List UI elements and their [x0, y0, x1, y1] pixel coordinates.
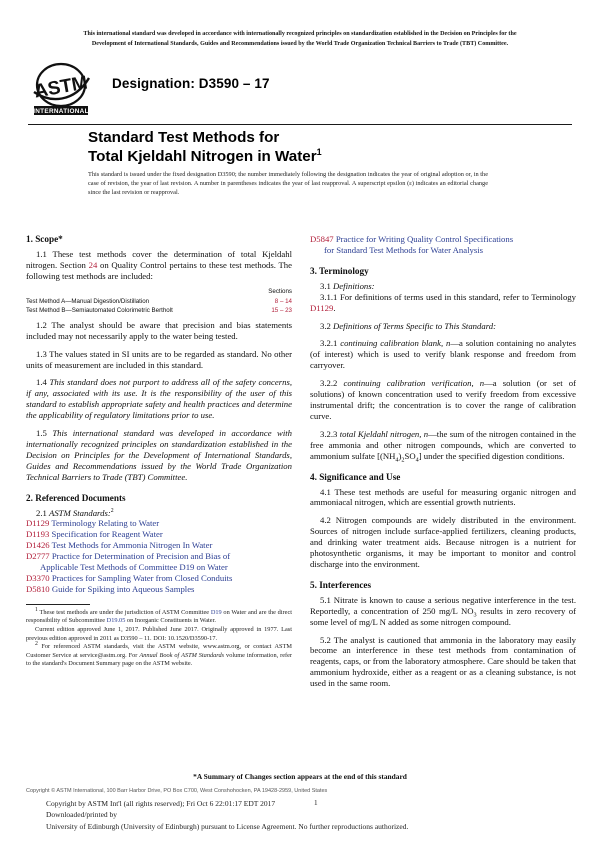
para-3-2-1-text: —a solution containing no analytes (of interest) which is used to verify blank response and freedom from carryover.	[310, 338, 577, 371]
para-1-1-text-b: on Quality Control pertains to these test methods. The following test methods are included:	[26, 259, 292, 281]
reference-title[interactable]: Test Methods for Ammonia Nitrogen In Water	[49, 540, 213, 551]
reference-title[interactable]: Practices for Sampling Water from Closed Conduits	[49, 573, 233, 583]
para-3-2-3-text-a: —the sum of the nitrogen contained in the free ammonia and other nitrogen compounds, which are converted to ammonium sulfate [(NH	[310, 428, 577, 461]
reference-code[interactable]: D5810	[26, 583, 50, 594]
paragraph-4-2: 4.2 Nitrogen compounds are widely distributed in the environment. Sources of nitrogen include surface-applied fertilizers, cleaning products, and drinking water treatment aids. Because nitrogen is a nutrient for photosynthetic organisms, it may be important to monitor and control discharge into the environment.	[310, 515, 576, 569]
reference-title-continuation[interactable]: Applicable Test Methods of Committee D19 on Water	[40, 562, 228, 573]
para-5-1-text-a: 5.1 Nitrate is known to cause a serious negative interference in the test. Reportedly, a concentration of 250 mg/L NO	[310, 594, 576, 616]
paragraph-2-1	[26, 508, 292, 519]
table-row	[26, 296, 292, 306]
paragraph-3-1	[310, 281, 576, 292]
nitrate-subscript: 3	[473, 611, 477, 619]
footnote-2-text-b: volume information, refer to the standard's Document Summary page on the ASTM website.	[26, 651, 293, 668]
designation-label: Designation: D3590 – 17	[112, 76, 270, 91]
title-line-2: Total Kjeldahl Nitrogen in Water	[88, 148, 317, 165]
col-header-sections: Sections	[268, 287, 292, 295]
para-3-2-1-number: 3.2.1	[320, 338, 341, 349]
para-3-2-2-term: continuing calibration verification, n	[343, 378, 485, 389]
paragraph-1-1	[26, 249, 292, 282]
paragraph-1-3: 1.3 The values stated in SI units are to be regarded as standard. No other units of measurement are included in this standard.	[26, 348, 292, 370]
para-2-1-footnote-marker: 2	[110, 507, 114, 514]
download-row-1	[46, 798, 566, 809]
summary-of-changes-note: *A Summary of Changes section appears at the end of this standard	[193, 772, 407, 781]
left-column	[26, 234, 292, 669]
para-3-2-1-term: continuing calibration blank, n	[340, 338, 451, 349]
title-footnote-marker: 1	[316, 146, 322, 157]
paragraph-5-2: 5.2 The analyst is cautioned that ammonia in the laboratory may easily become an interference in these test methods from contamination of reagents, caps, or from the laboratory atmosphere. Care should be taken that ammonium hydroxide, either as a reagent or as a cleaning substance, is not used in the same room.	[310, 634, 576, 689]
download-info-block	[46, 798, 566, 832]
copyright-timestamp: Copyright by ASTM Int'l (all rights reserved); Fri Oct 6 22:01:17 EDT 2017	[46, 799, 276, 808]
terminology-d1129-link[interactable]: D1129	[310, 302, 334, 313]
table-row	[26, 306, 292, 316]
committee-d19-link[interactable]: D19	[210, 608, 222, 616]
section-heading-interferences: 5. Interferences	[310, 579, 372, 590]
astm-logo-icon	[28, 62, 94, 118]
reference-title-continuation[interactable]: for Standard Test Methods for Water Analysis	[324, 244, 484, 255]
masthead	[28, 62, 572, 120]
footnote-1-text-a: These test methods are under the jurisdiction of ASTM Committee	[37, 608, 211, 616]
page-number: 1	[314, 799, 318, 807]
right-column	[310, 234, 576, 689]
para-3-2-2-text: —a solution (or set of solutions) of known concentration used to verify freedom from excessive instrumental drift; the concentration is to cover the range of calibration curve.	[310, 378, 576, 421]
reference-item	[26, 573, 292, 584]
svg-text:ASTM: ASTM	[32, 72, 90, 103]
para-2-1-label: ASTM Standards:	[49, 507, 111, 518]
formula-subscript-3: 4	[415, 456, 419, 464]
para-2-1-number: 2.1	[36, 507, 50, 518]
footnote-1	[26, 606, 292, 626]
method-b-name: Test Method B—Semiautomated Colorimetric Bertholt	[26, 307, 173, 315]
footnote-1-text-b: on Water and are the direct responsibility of Subcommittee	[26, 608, 292, 625]
tbt-line-1: This international standard was developed in accordance with internationally recognized principles on standardization established in the Decision on Principles for the	[83, 31, 517, 37]
para-1-1-text-a: 1.1 These test methods cover the determination of total Kjeldahl nitrogen. Section	[26, 249, 292, 270]
reference-title[interactable]: Practice for Writing Quality Control Specifications	[333, 234, 514, 244]
para-1-4-text: This standard does not purport to address all of the safety concerns, if any, associated with its use. It is the responsibility of the user of this standard to establish appropriate safety and health practices and determine the applicability of regulatory limitations prior to use.	[26, 377, 292, 421]
reference-item	[26, 518, 292, 529]
method-a-sections[interactable]: 8 – 14	[274, 297, 292, 305]
para-3-2-2-number: 3.2.2	[320, 378, 344, 389]
footnote-1-text-c: on Inorganic Constituents in Water.	[125, 617, 216, 625]
reference-code[interactable]: D1193	[26, 529, 50, 540]
para-3-2-3-text-b: )	[398, 450, 402, 461]
title-line-1: Standard Test Methods for	[88, 129, 280, 146]
paragraph-3-2-1	[310, 338, 576, 371]
tbt-header-note	[28, 30, 572, 49]
formula-subscript-2: 2	[401, 456, 405, 464]
paragraph-3-2-3	[310, 429, 576, 462]
para-3-2-label: Definitions of Terms Specific to This Standard:	[333, 320, 497, 331]
paragraph-5-1	[310, 595, 576, 628]
reference-code[interactable]: D3370	[26, 573, 50, 583]
reference-title[interactable]: Terminology Relating to Water	[49, 518, 160, 529]
para-3-2-3-text-c: SO	[404, 450, 416, 461]
copyright-line: Copyright © ASTM International, 100 Barr Harbor Drive, PO Box C700, West Conshohocken, PA 19428-2959, United States	[26, 788, 328, 794]
para-1-4-number: 1.4	[36, 377, 50, 388]
para-1-5-number: 1.5	[36, 428, 53, 439]
method-a-name: Test Method A—Manual Digestion/Distillation	[26, 297, 150, 305]
footnote-2-italic: Annual Book of ASTM Standards	[139, 651, 225, 659]
reference-code[interactable]: D1426	[26, 540, 50, 551]
license-agreement-line: University of Edinburgh (University of Edinburgh) pursuant to License Agreement. No further reproductions authorized.	[46, 821, 409, 831]
para-3-1-number: 3.1	[320, 280, 334, 291]
method-b-sections[interactable]: 15 – 23	[271, 307, 292, 315]
reference-code[interactable]: D2777	[26, 551, 50, 562]
section-heading-terminology: 3. Terminology	[310, 265, 369, 276]
para-3-1-1-text-b: .	[333, 302, 336, 313]
footnote-2-marker: 2	[35, 641, 38, 648]
test-methods-table	[26, 287, 292, 316]
para-3-1-label: Definitions:	[333, 280, 375, 291]
subcommittee-d1905-link[interactable]: D19.05	[106, 617, 126, 625]
paragraph-3-2-2	[310, 378, 576, 422]
para-3-2-3-number: 3.2.3	[320, 428, 340, 439]
reference-code[interactable]: D1129	[26, 518, 50, 529]
footnote-2	[26, 643, 292, 669]
footnotes-block	[26, 606, 293, 669]
para-3-2-3-text-d: ] under the specified digestion conditions.	[418, 450, 565, 461]
table-header-row	[26, 287, 292, 297]
reference-item	[26, 551, 292, 562]
svg-text:INTERNATIONAL: INTERNATIONAL	[33, 108, 89, 115]
paragraph-1-2: 1.2 The analyst should be aware that precision and bias statements included may not necessarily apply to the water being tested.	[26, 319, 292, 341]
tbt-line-2: Development of International Standards, Guides and Recommendations issued by the World Trade Organization Technical Barriers to Trade (TBT) Committee.	[91, 40, 509, 47]
header-divider	[28, 124, 572, 125]
para-3-2-number: 3.2	[320, 320, 334, 331]
issue-note: This standard is issued under the fixed designation D3590; the number immediately following the designation indicates the year of original adoption or, in the case of revision, the year of last revision. A number in parentheses indicates the year of last reapproval. A superscript epsilon (ε) indicates an editorial change since the last revision or reapproval.	[88, 171, 488, 197]
formula-subscript-1: 4	[395, 456, 399, 464]
paragraph-1-5	[26, 428, 292, 483]
para-3-1-1-text-a: 3.1.1 For definitions of terms used in this standard, refer to Terminology	[320, 291, 576, 302]
paragraph-3-2	[310, 321, 576, 332]
footnote-1-marker: 1	[35, 606, 38, 613]
para-1-5-text: This international standard was developed in accordance with internationally recognized principles on standardization established in the Decision on Principles for the Development of International Standards, Guides and Recommendations issued by the World Trade Organization Technical Barriers to Trade (TBT) Committee.	[26, 428, 292, 482]
section-heading-scope: 1. Scope*	[26, 234, 63, 244]
page-title	[88, 128, 488, 166]
paragraph-4-1: 4.1 These test methods are useful for measuring organic nitrogen and ammoniacal nitrogen, which are essential growth nutrients.	[310, 486, 576, 508]
reference-code[interactable]: D5847	[310, 234, 334, 244]
section-24-link[interactable]: 24	[88, 259, 98, 270]
reference-title[interactable]: Specification for Reagent Water	[49, 529, 163, 540]
section-heading-significance-and-use: 4. Significance and Use	[310, 471, 401, 482]
reference-title[interactable]: Practice for Determination of Precision and Bias of	[49, 551, 231, 562]
col-header-method	[26, 287, 255, 297]
footnote-2-text-a: For referenced ASTM standards, visit the ASTM website, www.astm.org, or contact ASTM Customer Service at service@astm.org. For	[26, 643, 292, 659]
reference-item	[26, 584, 292, 595]
reference-item	[26, 540, 292, 551]
paragraph-1-4	[26, 377, 292, 421]
para-3-2-3-term: total Kjeldahl nitrogen, n	[339, 428, 429, 439]
para-5-1-text-b: results in zero recovery of some level of mg/L N added as some nitrogen compound.	[310, 605, 576, 627]
footnote-current-edition: Current edition approved June 1, 2017. Published June 2017. Originally approved in 1977. Last previous edition approved in 2011 as D3590 – 11. DOI: 10.1520/D3590-17.	[26, 626, 292, 642]
section-heading-referenced-documents: 2. Referenced Documents	[26, 492, 126, 503]
reference-item	[26, 529, 292, 540]
paragraph-3-1-1	[310, 292, 576, 314]
downloaded-printed-by-label: Downloaded/printed by	[46, 810, 118, 820]
footnote-divider	[26, 604, 90, 605]
reference-item	[310, 234, 576, 245]
reference-title[interactable]: Guide for Spiking into Aqueous Samples	[49, 583, 195, 594]
